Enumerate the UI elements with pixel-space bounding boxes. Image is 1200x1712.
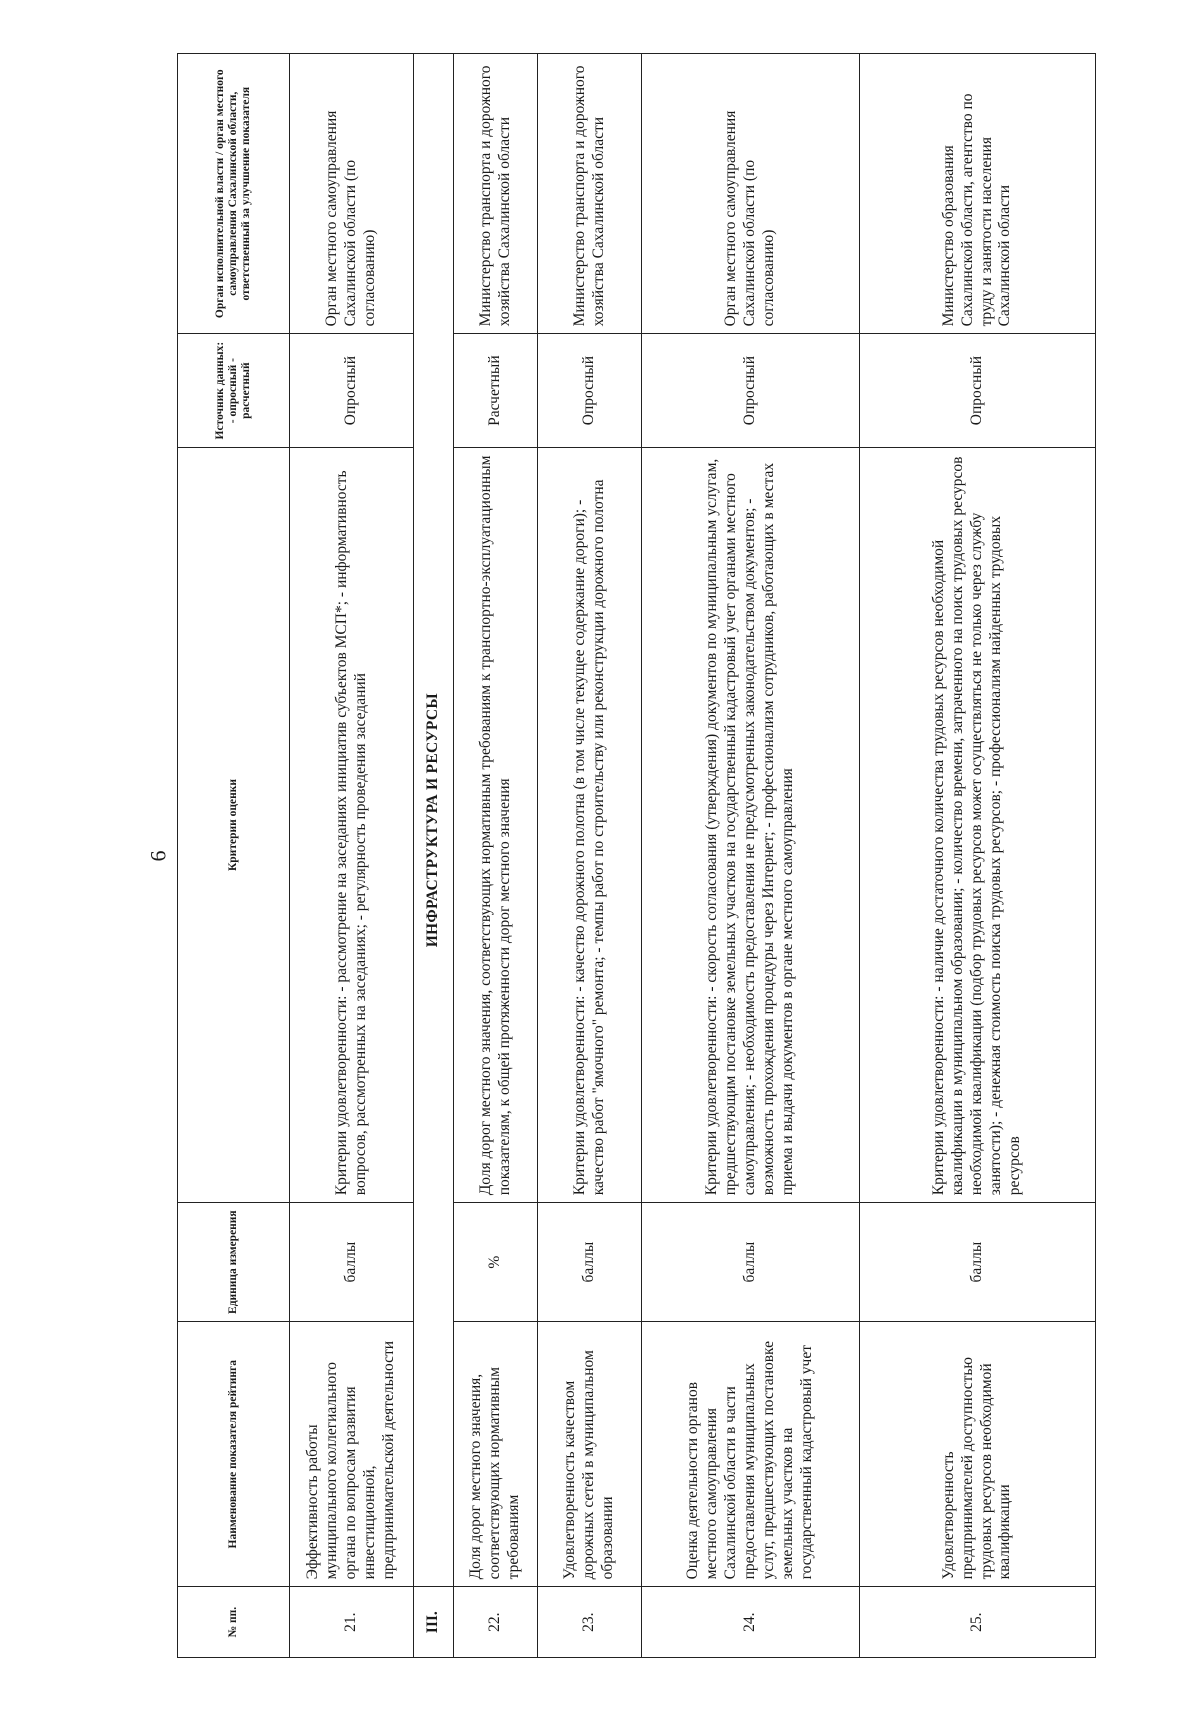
rotated-table-container (177, 53, 1095, 1658)
table-row-23 (538, 54, 642, 1658)
header-num: № пп. (178, 1587, 290, 1658)
row-num: 24. (642, 1587, 860, 1658)
criteria-line: - необходимость предоставления не предусмотренных законодательством документов; (741, 507, 759, 1081)
criteria-line: - информативность вопросов, рассмотренных на заседаниях; (332, 470, 369, 1196)
criteria-line: Критерии удовлетворенности: (703, 995, 721, 1196)
header-responsible: Орган исполнительной власти / орган местного самоуправления Сахалинской области, ответственный за улучшение показателя (178, 54, 290, 334)
criteria-line: - темпы работ по строительству или реконструкции дорожного полотна (589, 479, 607, 953)
header-unit: Единица измерения (178, 1203, 290, 1322)
responsible-body: Министерство образования Сахалинской области, агентство по труду и занятости населения Сахалинской области (860, 54, 1096, 334)
responsible-body: Орган местного самоуправления Сахалинской области (по согласованию) (290, 54, 414, 334)
indicator-name: Оценка деятельности органов местного самоуправления Сахалинской области в части предоставления муниципальных услуг, предшествующих постановке земельных участков на государственный кадастровый учет (642, 1322, 860, 1587)
criteria-list (290, 447, 414, 1202)
criteria-line: Критерии удовлетворенности: (332, 995, 350, 1196)
unit: баллы (538, 1203, 642, 1322)
criteria-line: - денежная стоимость поиска трудовых ресурсов; (986, 789, 1004, 1117)
header-name: Наименование показателя рейтинга (178, 1322, 290, 1587)
header-criteria: Критерии оценки (178, 447, 290, 1202)
responsible-body: Министерство транспорта и дорожного хозяйства Сахалинской области (454, 54, 538, 334)
data-source: Опросный (860, 334, 1096, 447)
row-num: 25. (860, 1587, 1096, 1658)
criteria-line: - качество работ "ямочного" ремонта; (570, 499, 607, 1196)
criteria-line: - количество времени, затраченного на поиск трудовых ресурсов необходимой квалификации (подбор трудовых ресурсов может осуществляться не только через службу занятости); (949, 456, 1004, 1196)
criteria-line: Критерии удовлетворенности: (570, 995, 588, 1196)
data-source: Опросный (642, 334, 860, 447)
unit: % (454, 1203, 538, 1322)
table-row-22 (454, 54, 538, 1658)
data-source: Опросный (538, 334, 642, 447)
criteria-list (538, 447, 642, 1202)
criteria-line: - наличие достаточного количества трудовых ресурсов необходимой квалификации в муниципальном образовании; (930, 539, 967, 1196)
section-num: III. (414, 1587, 454, 1658)
table-row-25 (860, 54, 1096, 1658)
data-source: Опросный (290, 334, 414, 447)
unit: баллы (642, 1203, 860, 1322)
criteria-list (642, 447, 860, 1202)
responsible-body: Министерство транспорта и дорожного хозяйства Сахалинской области (538, 54, 642, 334)
row-num: 22. (454, 1587, 538, 1658)
criteria-line: - скорость согласования (утверждения) документов по муниципальным услугам, предшествующим постановке земельных участков на государственный кадастровый учет органами местного самоуправления; (703, 458, 759, 1196)
table-row-24 (642, 54, 860, 1658)
indicator-name: Доля дорог местного значения, соответствующих нормативным требованиям (454, 1322, 538, 1587)
criteria-line: - профессионализм сотрудников, работающих в местах приема и выдачи документов в органе местного самоуправления (759, 462, 796, 1196)
criteria-line: - качество дорожного полотна (в том числе текущее содержание дороги); (570, 508, 588, 992)
header-source: Источник данных: - опросный - расчетный (178, 334, 290, 447)
section-title: ИНФРАСТРУКТУРА И РЕСУРСЫ (414, 54, 454, 1587)
row-num: 21. (290, 1587, 414, 1658)
criteria-line: - рассмотрение на заседаниях инициатив субъектов МСП*; (332, 600, 350, 992)
indicator-name: Удовлетворенность предпринимателей доступностью трудовых ресурсов необходимой квалификации (860, 1322, 1096, 1587)
criteria-list (454, 447, 538, 1202)
page-number: 6 (145, 850, 170, 862)
criteria-line: - возможность прохождения процедуры через Интернет; (741, 498, 777, 1196)
criteria-line: Критерии удовлетворенности: (930, 995, 948, 1196)
criteria-table (177, 53, 1096, 1658)
section-row (414, 54, 454, 1658)
table-header-row (178, 54, 290, 1658)
table-row-21 (290, 54, 414, 1658)
criteria-line: - профессионализм найденных трудовых ресурсов (986, 515, 1023, 1196)
criteria-line: - регулярность проведения заседаний (351, 673, 369, 921)
unit: баллы (860, 1203, 1096, 1322)
indicator-name: Удовлетворенность качеством дорожных сетей в муниципальном образовании (538, 1322, 642, 1587)
indicator-name: Эффективность работы муниципального коллегиального органа по вопросам развития инвестиционной, предпринимательской деятельности (290, 1322, 414, 1587)
criteria-list (860, 447, 1096, 1202)
unit: баллы (290, 1203, 414, 1322)
criteria-line: Доля дорог местного значения, соответствующих нормативным требованиям к транспортно-эксплуатационным показателям, к общей протяженности дорог местного значения (476, 455, 513, 1196)
responsible-body: Орган местного самоуправления Сахалинской области (по согласованию) (642, 54, 860, 334)
row-num: 23. (538, 1587, 642, 1658)
data-source: Расчетный (454, 334, 538, 447)
